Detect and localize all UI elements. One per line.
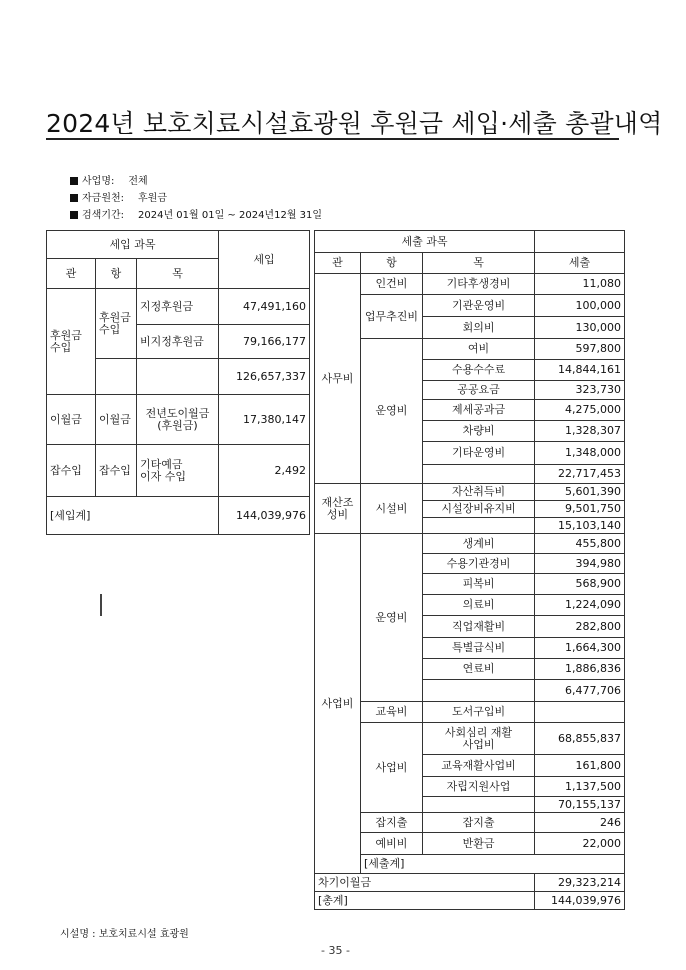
info-line-business (70, 172, 148, 187)
expense-mok: 기관운영비 (423, 295, 535, 317)
expense-mok: 회의비 (423, 317, 535, 339)
income-table (46, 230, 310, 535)
expense-amount: 68,855,837 (535, 723, 625, 755)
expense-amount: 1,328,307 (535, 421, 625, 442)
expense-hang-eopmu: 업무추진비 (361, 295, 423, 339)
expense-subtotal: 22,717,453 (535, 465, 625, 484)
expense-amount: 100,000 (535, 295, 625, 317)
expense-hang-gyoyuk: 교육비 (361, 702, 423, 723)
expense-amount-header: 세출 (535, 253, 625, 274)
empty-cell (423, 797, 535, 813)
income-hang-huwon: 후원금 수입 (96, 289, 137, 359)
expense-hang-unyeong: 운영비 (361, 339, 423, 484)
income-amount: 47,491,160 (219, 289, 310, 325)
income-amount: 2,492 (219, 445, 310, 497)
expense-amount: 568,900 (535, 574, 625, 595)
info-line-fund-source (70, 189, 167, 204)
col-header-hang: 항 (96, 259, 137, 289)
grand-total-label: [총계] (315, 892, 535, 910)
expense-amount: 14,844,161 (535, 360, 625, 381)
expense-hang-unyeong2: 운영비 (361, 534, 423, 702)
income-amount: 17,380,147 (219, 395, 310, 445)
info-value: 후원금 (138, 193, 167, 204)
income-mok: 전년도이월금 (후원금) (137, 395, 219, 445)
income-group-header: 세입 과목 (47, 231, 219, 259)
expense-amount: 323,730 (535, 381, 625, 400)
info-label: 사업명: (82, 176, 115, 187)
expense-amount: 1,886,836 (535, 659, 625, 680)
income-total-label: [세입계] (47, 497, 219, 535)
income-hang-jap: 잡수입 (96, 445, 137, 497)
expense-mok: 생계비 (423, 534, 535, 554)
empty-cell (137, 359, 219, 395)
info-label: 검색기간: (82, 210, 125, 221)
expense-mok: 의료비 (423, 595, 535, 616)
expense-group-header: 세출 과목 (315, 231, 535, 253)
expense-amount: 1,137,500 (535, 777, 625, 797)
expense-amount: 22,000 (535, 833, 625, 855)
expense-gwan-japji: 잡지출 (361, 813, 423, 833)
margin-mark (100, 594, 102, 616)
expense-mok: 자립지원사업 (423, 777, 535, 797)
col-header-hang: 항 (361, 253, 423, 274)
expense-amount: 4,275,000 (535, 400, 625, 421)
expense-total-label: [세출계] (361, 855, 625, 874)
expense-mok: 수용기관경비 (423, 554, 535, 574)
expense-mok: 도서구입비 (423, 702, 535, 723)
info-value: 전체 (128, 176, 148, 187)
info-value: 2024년 01월 01일 ~ 2024년12월 31일 (138, 210, 323, 221)
col-header-mok: 목 (137, 259, 219, 289)
expense-mok: 교육재활사업비 (423, 755, 535, 777)
expense-amount: 394,980 (535, 554, 625, 574)
expense-amount: 282,800 (535, 616, 625, 638)
expense-mok: 차량비 (423, 421, 535, 442)
expense-mok: 여비 (423, 339, 535, 360)
expense-amount: 1,348,000 (535, 442, 625, 465)
expense-mok: 반환금 (423, 833, 535, 855)
expense-mok: 공공요금 (423, 381, 535, 400)
income-gwan-huwon: 후원금 수입 (47, 289, 96, 395)
title-underline (46, 138, 619, 140)
expense-mok: 수용수수료 (423, 360, 535, 381)
income-gwan-jap: 잡수입 (47, 445, 96, 497)
expense-hang-ingeon: 인건비 (361, 274, 423, 295)
empty-cell (535, 231, 625, 253)
income-amount: 79,166,177 (219, 325, 310, 359)
empty-cell (423, 518, 535, 534)
facility-footer: 시설명 : 보호치료시설 효광원 (60, 929, 189, 940)
col-header-mok: 목 (423, 253, 535, 274)
income-mok: 기타예금 이자 수입 (137, 445, 219, 497)
income-amount-header: 세입 (219, 231, 310, 289)
expense-gwan-saeop: 사업비 (315, 534, 361, 874)
expense-amount: 246 (535, 813, 625, 833)
expense-subtotal: 15,103,140 (535, 518, 625, 534)
grand-total-amount: 144,039,976 (535, 892, 625, 910)
expense-mok: 잡지출 (423, 813, 535, 833)
page-title: 2024년 보호치료시설효광원 후원금 세입·세출 총괄내역 (46, 109, 663, 138)
col-header-gwan: 관 (315, 253, 361, 274)
expense-mok: 특별급식비 (423, 638, 535, 659)
expense-subtotal: 70,155,137 (535, 797, 625, 813)
expense-amount: 130,000 (535, 317, 625, 339)
income-hang-iwol: 이월금 (96, 395, 137, 445)
expense-amount: 597,800 (535, 339, 625, 360)
income-mok: 비지정후원금 (137, 325, 219, 359)
expense-amount (535, 702, 625, 723)
bullet-square-icon (70, 211, 78, 219)
income-mok: 지정후원금 (137, 289, 219, 325)
expense-hang-saeop: 사업비 (361, 723, 423, 813)
expense-subtotal: 6,477,706 (535, 680, 625, 702)
expense-mok: 연료비 (423, 659, 535, 680)
carryover-amount: 29,323,214 (535, 874, 625, 892)
expense-table (314, 230, 625, 910)
expense-amount: 161,800 (535, 755, 625, 777)
expense-mok: 직업재활비 (423, 616, 535, 638)
col-header-gwan: 관 (47, 259, 96, 289)
expense-amount: 455,800 (535, 534, 625, 554)
income-gwan-iwol: 이월금 (47, 395, 96, 445)
income-subtotal: 126,657,337 (219, 359, 310, 395)
empty-cell (96, 359, 137, 395)
expense-hang-siseol: 시설비 (361, 484, 423, 534)
expense-amount: 5,601,390 (535, 484, 625, 501)
expense-mok: 사회심리 재활 사업비 (423, 723, 535, 755)
expense-mok: 기타운영비 (423, 442, 535, 465)
expense-gwan-yebi: 예비비 (361, 833, 423, 855)
expense-gwan-jaesan: 재산조 성비 (315, 484, 361, 534)
empty-cell (423, 680, 535, 702)
expense-mok: 기타후생경비 (423, 274, 535, 295)
page-number: - 35 - (321, 944, 350, 957)
info-line-period (70, 206, 322, 221)
expense-mok: 자산취득비 (423, 484, 535, 501)
expense-amount: 11,080 (535, 274, 625, 295)
expense-mok: 피복비 (423, 574, 535, 595)
info-label: 자금원천: (82, 193, 125, 204)
expense-amount: 9,501,750 (535, 501, 625, 518)
expense-amount: 1,664,300 (535, 638, 625, 659)
expense-amount: 1,224,090 (535, 595, 625, 616)
expense-mok: 시설장비유지비 (423, 501, 535, 518)
empty-cell (423, 465, 535, 484)
carryover-label: 차기이월금 (315, 874, 535, 892)
expense-mok: 제세공과금 (423, 400, 535, 421)
bullet-square-icon (70, 177, 78, 185)
bullet-square-icon (70, 194, 78, 202)
income-total-amount: 144,039,976 (219, 497, 310, 535)
expense-gwan-samu: 사무비 (315, 274, 361, 484)
